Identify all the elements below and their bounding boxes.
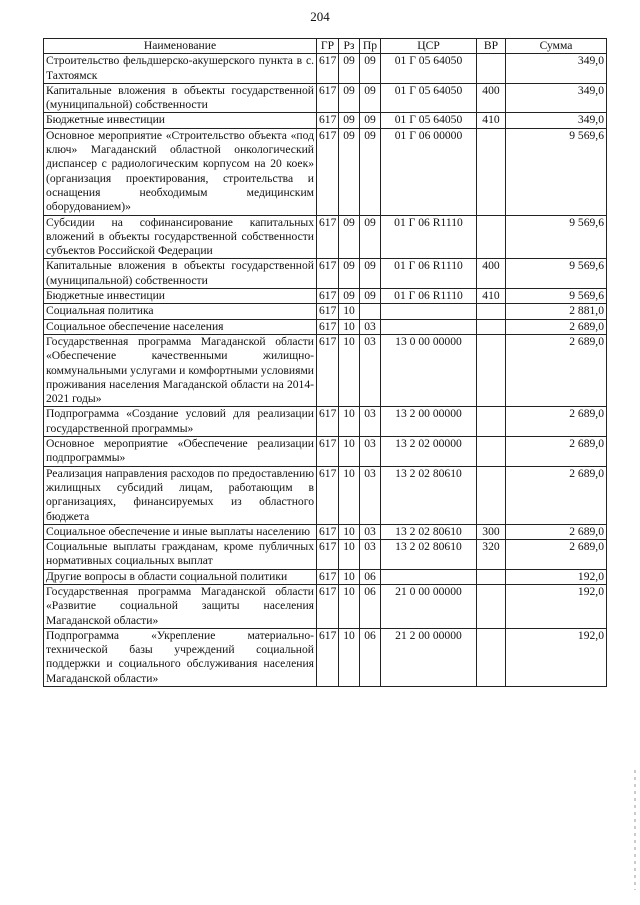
cell-rz: 10 [339, 584, 360, 628]
cell-pr: 03 [360, 466, 381, 524]
cell-sum: 2 881,0 [506, 304, 607, 319]
cell-pr: 09 [360, 54, 381, 84]
cell-name: Подпрограмма «Создание условий для реализации государственной программы» [44, 407, 317, 437]
cell-name: Социальное обеспечение населения [44, 319, 317, 334]
cell-csr: 13 2 02 00000 [381, 437, 477, 467]
cell-vr [477, 584, 506, 628]
cell-gr: 617 [317, 540, 339, 570]
cell-gr: 617 [317, 466, 339, 524]
table-row [44, 54, 607, 84]
cell-rz: 10 [339, 437, 360, 467]
cell-pr: 09 [360, 215, 381, 259]
cell-gr: 617 [317, 319, 339, 334]
cell-sum: 9 569,6 [506, 215, 607, 259]
cell-name: Государственная программа Магаданской области «Развитие социальной защиты населения Магаданской области» [44, 584, 317, 628]
cell-rz: 10 [339, 304, 360, 319]
table-body [44, 54, 607, 687]
cell-vr: 320 [477, 540, 506, 570]
cell-name: Реализация направления расходов по предоставлению жилищных субсидий лицам, работающим в организациях, финансируемых из областного бюджета [44, 466, 317, 524]
cell-rz: 09 [339, 259, 360, 289]
table-row [44, 524, 607, 539]
cell-gr: 617 [317, 407, 339, 437]
cell-sum: 192,0 [506, 628, 607, 686]
table-row [44, 407, 607, 437]
table-row [44, 83, 607, 113]
cell-sum: 2 689,0 [506, 319, 607, 334]
cell-rz: 09 [339, 54, 360, 84]
cell-sum: 2 689,0 [506, 334, 607, 406]
cell-rz: 09 [339, 83, 360, 113]
cell-rz: 10 [339, 319, 360, 334]
header-gr: ГР [317, 39, 339, 54]
cell-gr: 617 [317, 128, 339, 215]
cell-name: Капитальные вложения в объекты государственной (муниципальной) собственности [44, 259, 317, 289]
cell-rz: 10 [339, 466, 360, 524]
cell-csr: 13 0 00 00000 [381, 334, 477, 406]
cell-vr [477, 466, 506, 524]
cell-name: Подпрограмма «Укрепление материально-технической базы учреждений социальной поддержки и социального обслуживания населения Магаданской области» [44, 628, 317, 686]
cell-vr: 400 [477, 83, 506, 113]
cell-name: Бюджетные инвестиции [44, 113, 317, 128]
cell-pr: 03 [360, 437, 381, 467]
table-row [44, 540, 607, 570]
cell-pr: 09 [360, 128, 381, 215]
table-row [44, 319, 607, 334]
cell-name: Основное мероприятие «Обеспечение реализации подпрограммы» [44, 437, 317, 467]
header-vr: ВР [477, 39, 506, 54]
cell-sum: 2 689,0 [506, 540, 607, 570]
cell-rz: 10 [339, 334, 360, 406]
cell-rz: 09 [339, 128, 360, 215]
header-sum: Сумма [506, 39, 607, 54]
cell-pr: 03 [360, 540, 381, 570]
cell-vr [477, 54, 506, 84]
cell-vr [477, 319, 506, 334]
header-name: Наименование [44, 39, 317, 54]
cell-name: Социальные выплаты гражданам, кроме публичных нормативных социальных выплат [44, 540, 317, 570]
table-row [44, 437, 607, 467]
cell-name: Социальное обеспечение и иные выплаты населению [44, 524, 317, 539]
table-row [44, 113, 607, 128]
cell-pr [360, 304, 381, 319]
cell-name: Другие вопросы в области социальной политики [44, 569, 317, 584]
cell-rz: 10 [339, 407, 360, 437]
cell-pr: 03 [360, 334, 381, 406]
cell-gr: 617 [317, 437, 339, 467]
header-csr: ЦСР [381, 39, 477, 54]
table-row [44, 215, 607, 259]
budget-table [43, 38, 607, 687]
cell-csr [381, 569, 477, 584]
cell-csr [381, 304, 477, 319]
table-row [44, 128, 607, 215]
table-row [44, 628, 607, 686]
cell-pr: 09 [360, 289, 381, 304]
cell-gr: 617 [317, 334, 339, 406]
cell-pr: 03 [360, 319, 381, 334]
cell-csr: 01 Г 05 64050 [381, 54, 477, 84]
cell-pr: 09 [360, 83, 381, 113]
cell-csr: 01 Г 06 R1110 [381, 215, 477, 259]
cell-rz: 10 [339, 540, 360, 570]
cell-csr: 13 2 02 80610 [381, 466, 477, 524]
cell-sum: 349,0 [506, 113, 607, 128]
cell-rz: 10 [339, 524, 360, 539]
cell-name: Капитальные вложения в объекты государственной (муниципальной) собственности [44, 83, 317, 113]
cell-pr: 09 [360, 113, 381, 128]
cell-vr: 410 [477, 113, 506, 128]
cell-csr: 01 Г 06 00000 [381, 128, 477, 215]
cell-csr: 01 Г 05 64050 [381, 113, 477, 128]
cell-rz: 09 [339, 113, 360, 128]
cell-name: Субсидии на софинансирование капитальных вложений в объекты государственной собственности субъектов Российской Федерации [44, 215, 317, 259]
cell-name: Государственная программа Магаданской области «Обеспечение качественными жилищно-коммунальными услугами и комфортными условиями проживания населения Магаданской области на 2014-2021 годы» [44, 334, 317, 406]
cell-sum: 2 689,0 [506, 524, 607, 539]
cell-gr: 617 [317, 304, 339, 319]
cell-sum: 2 689,0 [506, 466, 607, 524]
cell-name: Строительство фельдшерско-акушерского пункта в с. Тахтоямск [44, 54, 317, 84]
table-row [44, 259, 607, 289]
cell-pr: 03 [360, 524, 381, 539]
scan-artifact [634, 770, 636, 890]
cell-csr: 13 2 00 00000 [381, 407, 477, 437]
cell-vr [477, 215, 506, 259]
table-row [44, 569, 607, 584]
header-pr: Пр [360, 39, 381, 54]
cell-csr: 21 2 00 00000 [381, 628, 477, 686]
cell-rz: 10 [339, 569, 360, 584]
cell-sum: 192,0 [506, 569, 607, 584]
cell-vr [477, 407, 506, 437]
cell-pr: 09 [360, 259, 381, 289]
cell-name: Основное мероприятие «Строительство объекта «под ключ» Магаданский областной онкологический диспансер с радиологическим корпусом на 20 коек» (организация проектирования, строительства и оснащения необходимым медицинским оборудованием)» [44, 128, 317, 215]
cell-vr: 300 [477, 524, 506, 539]
cell-gr: 617 [317, 289, 339, 304]
header-row [44, 39, 607, 54]
cell-vr [477, 334, 506, 406]
cell-rz: 10 [339, 628, 360, 686]
cell-sum: 349,0 [506, 83, 607, 113]
cell-sum: 349,0 [506, 54, 607, 84]
cell-sum: 2 689,0 [506, 407, 607, 437]
cell-pr: 06 [360, 569, 381, 584]
cell-vr [477, 628, 506, 686]
cell-csr: 21 0 00 00000 [381, 584, 477, 628]
cell-gr: 617 [317, 584, 339, 628]
cell-gr: 617 [317, 259, 339, 289]
cell-csr: 01 Г 06 R1110 [381, 289, 477, 304]
cell-pr: 06 [360, 584, 381, 628]
cell-name: Бюджетные инвестиции [44, 289, 317, 304]
cell-csr: 01 Г 05 64050 [381, 83, 477, 113]
cell-gr: 617 [317, 83, 339, 113]
cell-vr [477, 437, 506, 467]
cell-pr: 06 [360, 628, 381, 686]
cell-sum: 9 569,6 [506, 259, 607, 289]
cell-gr: 617 [317, 628, 339, 686]
table-row [44, 466, 607, 524]
cell-gr: 617 [317, 113, 339, 128]
cell-csr: 13 2 02 80610 [381, 540, 477, 570]
page-number: 204 [310, 9, 330, 24]
cell-vr [477, 304, 506, 319]
cell-gr: 617 [317, 524, 339, 539]
cell-vr: 400 [477, 259, 506, 289]
cell-sum: 9 569,6 [506, 289, 607, 304]
cell-csr: 01 Г 06 R1110 [381, 259, 477, 289]
table-row [44, 304, 607, 319]
cell-csr: 13 2 02 80610 [381, 524, 477, 539]
cell-rz: 09 [339, 215, 360, 259]
cell-vr [477, 569, 506, 584]
cell-csr [381, 319, 477, 334]
cell-rz: 09 [339, 289, 360, 304]
cell-pr: 03 [360, 407, 381, 437]
header-rz: Рз [339, 39, 360, 54]
table-row [44, 584, 607, 628]
cell-sum: 192,0 [506, 584, 607, 628]
cell-vr [477, 128, 506, 215]
table-row [44, 289, 607, 304]
table-row [44, 334, 607, 406]
cell-sum: 9 569,6 [506, 128, 607, 215]
cell-vr: 410 [477, 289, 506, 304]
cell-gr: 617 [317, 215, 339, 259]
cell-gr: 617 [317, 569, 339, 584]
cell-name: Социальная политика [44, 304, 317, 319]
cell-sum: 2 689,0 [506, 437, 607, 467]
cell-gr: 617 [317, 54, 339, 84]
